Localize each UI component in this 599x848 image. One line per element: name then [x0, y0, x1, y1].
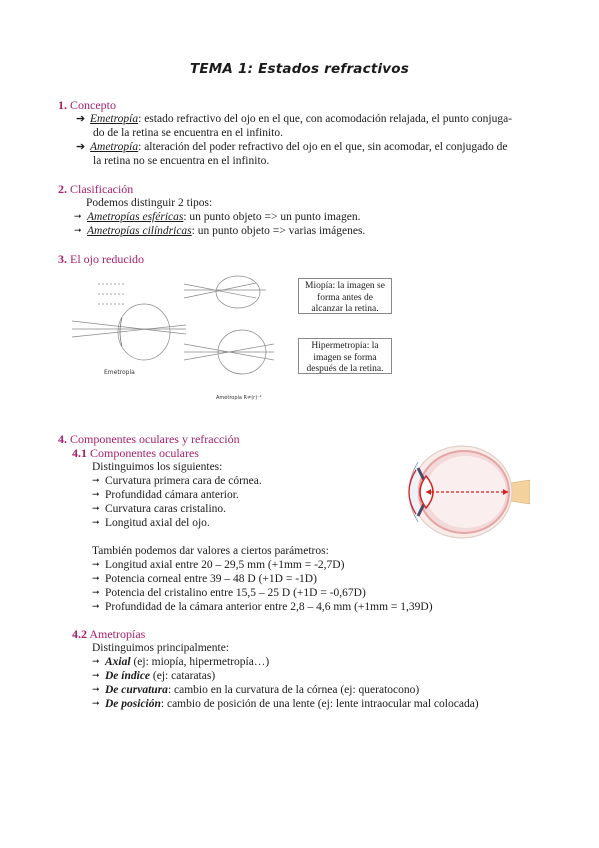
- curvatura-desc: : cambio en la curvatura de la córnea (ej: queratocono): [167, 684, 420, 696]
- dash-arrow-icon: ➞: [92, 698, 100, 708]
- parameter-text: Profundidad de la cámara anterior entre 2,8 – 4,6 mm (+1mm = 1,39D): [105, 601, 433, 613]
- list-item-curvatura: [92, 683, 419, 697]
- section-4-1-heading: [72, 446, 199, 460]
- list-item-indice: [92, 669, 215, 683]
- esfericas-desc: : un punto objeto => un punto imagen.: [183, 211, 361, 223]
- section-2-title: Clasificación: [70, 182, 134, 196]
- section-4-2-title: Ametropías: [89, 627, 146, 641]
- term-ametropia: Ametropía: [90, 141, 139, 153]
- section-2-heading: [58, 182, 133, 196]
- section-3-title: El ojo reducido: [70, 252, 144, 266]
- section-4-2-number: 4.2: [72, 627, 87, 641]
- list-item-axial: [92, 655, 269, 669]
- arrow-right-icon: ➔: [76, 113, 86, 125]
- dash-arrow-icon: ➞: [92, 517, 100, 527]
- list-item: [92, 572, 317, 586]
- component-text: Curvatura primera cara de córnea.: [105, 475, 262, 487]
- emetropia-def-line2: do de la retina se encuentra en el infinito.: [93, 127, 283, 139]
- list-item-cylindrical: [74, 224, 365, 238]
- term-indice: De índice: [105, 670, 151, 682]
- term-cilindricas: Ametropías cilíndricas: [87, 225, 192, 237]
- dash-arrow-icon: ➞: [74, 211, 82, 221]
- list-item: [92, 586, 366, 600]
- fig-label-emetropia: Emetropía: [104, 369, 135, 376]
- page-title: TEMA 1: Estados refractivos: [189, 61, 410, 77]
- section-1-heading: [58, 98, 116, 112]
- myopia-note-box: Miopía: la imagen se forma antes de alcanzar la retina.: [298, 278, 392, 314]
- dash-arrow-icon: ➞: [92, 475, 100, 485]
- indice-desc: (ej: cataratas): [150, 670, 216, 682]
- reduced-eye-figure: [66, 274, 286, 414]
- hyperopia-note-box: Hipermetropía: la imagen se forma después de la retina.: [298, 338, 392, 374]
- section-1-number: 1.: [58, 98, 67, 112]
- dash-arrow-icon: ➞: [92, 573, 100, 583]
- eye-cross-section-figure: [396, 440, 530, 550]
- list-item-posicion: [92, 697, 479, 711]
- dash-arrow-icon: ➞: [92, 489, 100, 499]
- list-item: [92, 502, 226, 516]
- term-axial: Axial: [105, 656, 131, 668]
- bullet-ametropia: [76, 140, 507, 154]
- section-4-1-title: Componentes oculares: [90, 446, 199, 460]
- list-item: [92, 516, 210, 530]
- list-item: [92, 488, 239, 502]
- bullet-emetropia: [76, 112, 512, 126]
- list-item: [92, 558, 344, 572]
- list-item-espherical: [74, 210, 361, 224]
- cilindricas-desc: : un punto objeto => varias imágenes.: [191, 225, 366, 237]
- term-emetropia: Emetropía: [90, 113, 139, 125]
- dash-arrow-icon: ➞: [92, 559, 100, 569]
- section-4-1-number: 4.1: [72, 446, 87, 460]
- dash-arrow-icon: ➞: [92, 656, 100, 666]
- section-3-heading: [58, 252, 144, 266]
- parameters-intro: También podemos dar valores a ciertos parámetros:: [92, 545, 329, 557]
- term-curvatura: De curvatura: [105, 684, 168, 696]
- myopic-eye-diagram: [184, 276, 266, 308]
- ametropia-def-line2: la retina no se encuentra en el infinito.: [93, 155, 270, 167]
- dash-arrow-icon: ➞: [92, 587, 100, 597]
- ametropia-def-line1: : alteración del poder refractivo del ojo en el que, sin acomodar, el conjugado de: [138, 141, 508, 153]
- section-1-title: Concepto: [70, 98, 116, 112]
- section-4-2-heading: [72, 627, 145, 641]
- parameter-text: Longitud axial entre 20 – 29,5 mm (+1mm = -2,7D): [105, 559, 345, 571]
- section-2-intro: Podemos distinguir 2 tipos:: [86, 197, 213, 209]
- arrow-right-icon: ➔: [76, 141, 86, 153]
- ametropias-intro: Distinguimos principalmente:: [92, 642, 230, 654]
- emetropia-def-line1: : estado refractivo del ojo en el que, con acomodación relajada, el punto conjuga-: [138, 113, 513, 125]
- emmetropic-eye-diagram: [72, 284, 186, 360]
- axial-desc: (ej: miopía, hipermetropía…): [130, 656, 270, 668]
- term-posicion: De posición: [105, 698, 161, 710]
- components-intro: Distinguimos los siguientes:: [92, 461, 223, 473]
- section-3-number: 3.: [58, 252, 67, 266]
- posicion-desc: : cambio de posición de una lente (ej: lente intraocular mal colocada): [160, 698, 479, 710]
- component-text: Curvatura caras cristalino.: [105, 503, 227, 515]
- dash-arrow-icon: ➞: [74, 225, 82, 235]
- section-4-title: Componentes oculares y refracción: [70, 432, 240, 446]
- parameter-text: Potencia corneal entre 39 – 48 D (+1D = -1D): [105, 573, 317, 585]
- dash-arrow-icon: ➞: [92, 684, 100, 694]
- dash-arrow-icon: ➞: [92, 601, 100, 611]
- section-2-number: 2.: [58, 182, 67, 196]
- parameter-text: Potencia del cristalino entre 15,5 – 25 D (+1D = -0,67D): [105, 587, 366, 599]
- section-4-number: 4.: [58, 432, 67, 446]
- hyperopic-eye-diagram: [184, 330, 274, 374]
- dash-arrow-icon: ➞: [92, 503, 100, 513]
- fig-label-ametropia: Ametropía R≠(r)⁻¹: [216, 395, 262, 401]
- list-item: [92, 474, 262, 488]
- dash-arrow-icon: ➞: [92, 670, 100, 680]
- list-item: [92, 600, 433, 614]
- component-text: Longitud axial del ojo.: [105, 517, 210, 529]
- component-text: Profundidad cámara anterior.: [105, 489, 239, 501]
- term-esfericas: Ametropías esféricas: [87, 211, 184, 223]
- section-4-heading: [58, 432, 240, 446]
